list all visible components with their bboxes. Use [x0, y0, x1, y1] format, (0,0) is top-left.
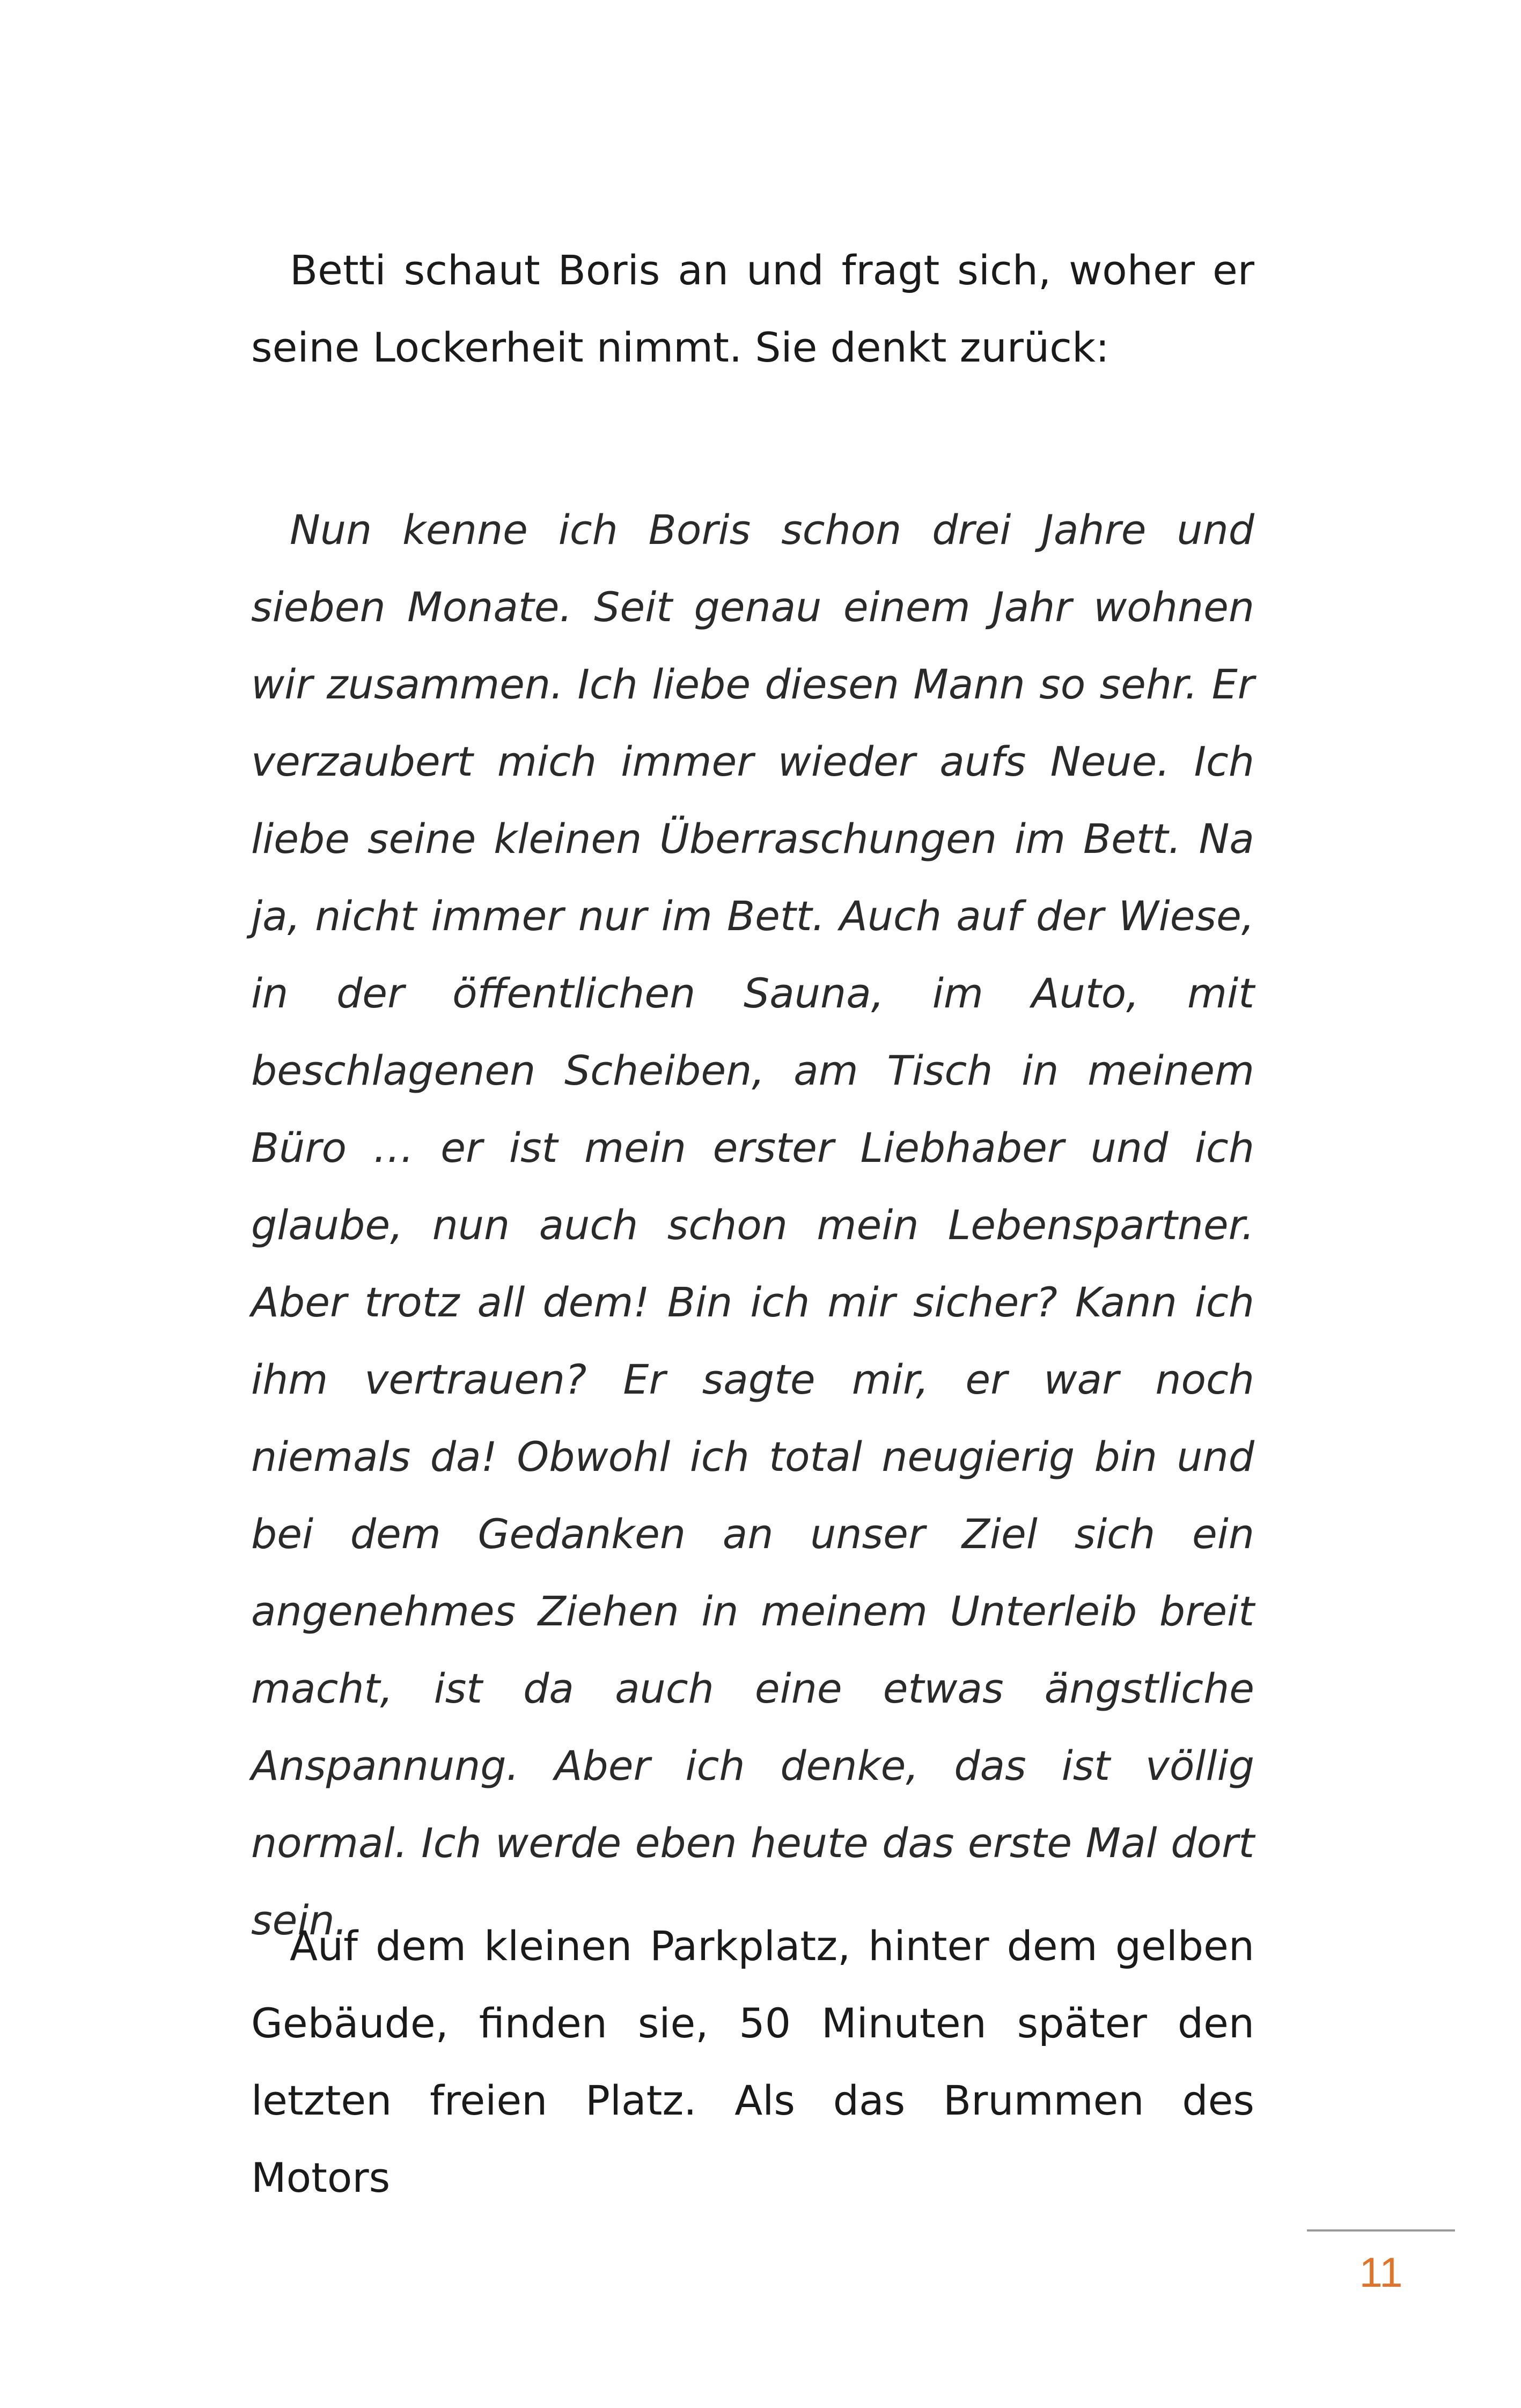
paragraph-narration-2	[251, 1908, 1254, 2216]
page-number: 11	[1359, 2249, 1403, 2296]
paragraph-inner-monologue	[251, 491, 1254, 1959]
footer-divider	[1307, 2229, 1455, 2232]
paragraph-text: Nun kenne ich Boris schon drei Jahre und sieben Monate. Seit genau einem Jahr wohnen wir zusammen. Ich liebe diesen Mann so sehr. Er verzaubert mich immer wieder aufs Neue. Ich liebe seine kleinen Überraschungen im Bett. Na ja, nicht immer nur im Bett. Auch auf der Wiese, in der öffentlichen Sauna, im Auto, mit beschlagenen Scheiben, am Tisch in meinem Büro … er ist mein erster Liebhaber und ich glaube, nun auch schon mein Lebenspartner. Aber trotz all dem! Bin ich mir sicher? Kann ich ihm vertrauen? Er sagte mir, er war noch niemals da! Obwohl ich total neugierig bin und bei dem Gedanken an unser Ziel sich ein angenehmes Ziehen in meinem Unterleib breit macht, ist da auch eine etwas ängstliche Anspannung. Aber ich denke, das ist völlig normal. Ich werde eben heute das erste Mal dort sein.	[251, 506, 1254, 1944]
paragraph-text: Betti schaut Boris an und fragt sich, woher er seine Lockerheit nimmt. Sie denkt zurück:	[251, 246, 1254, 371]
paragraph-text: Auf dem kleinen Parkplatz, hinter dem gelben Gebäude, finden sie, 50 Minuten später den letzten freien Platz. Als das Brummen des Motors	[251, 1922, 1254, 2201]
paragraph-narration-1	[251, 232, 1254, 386]
